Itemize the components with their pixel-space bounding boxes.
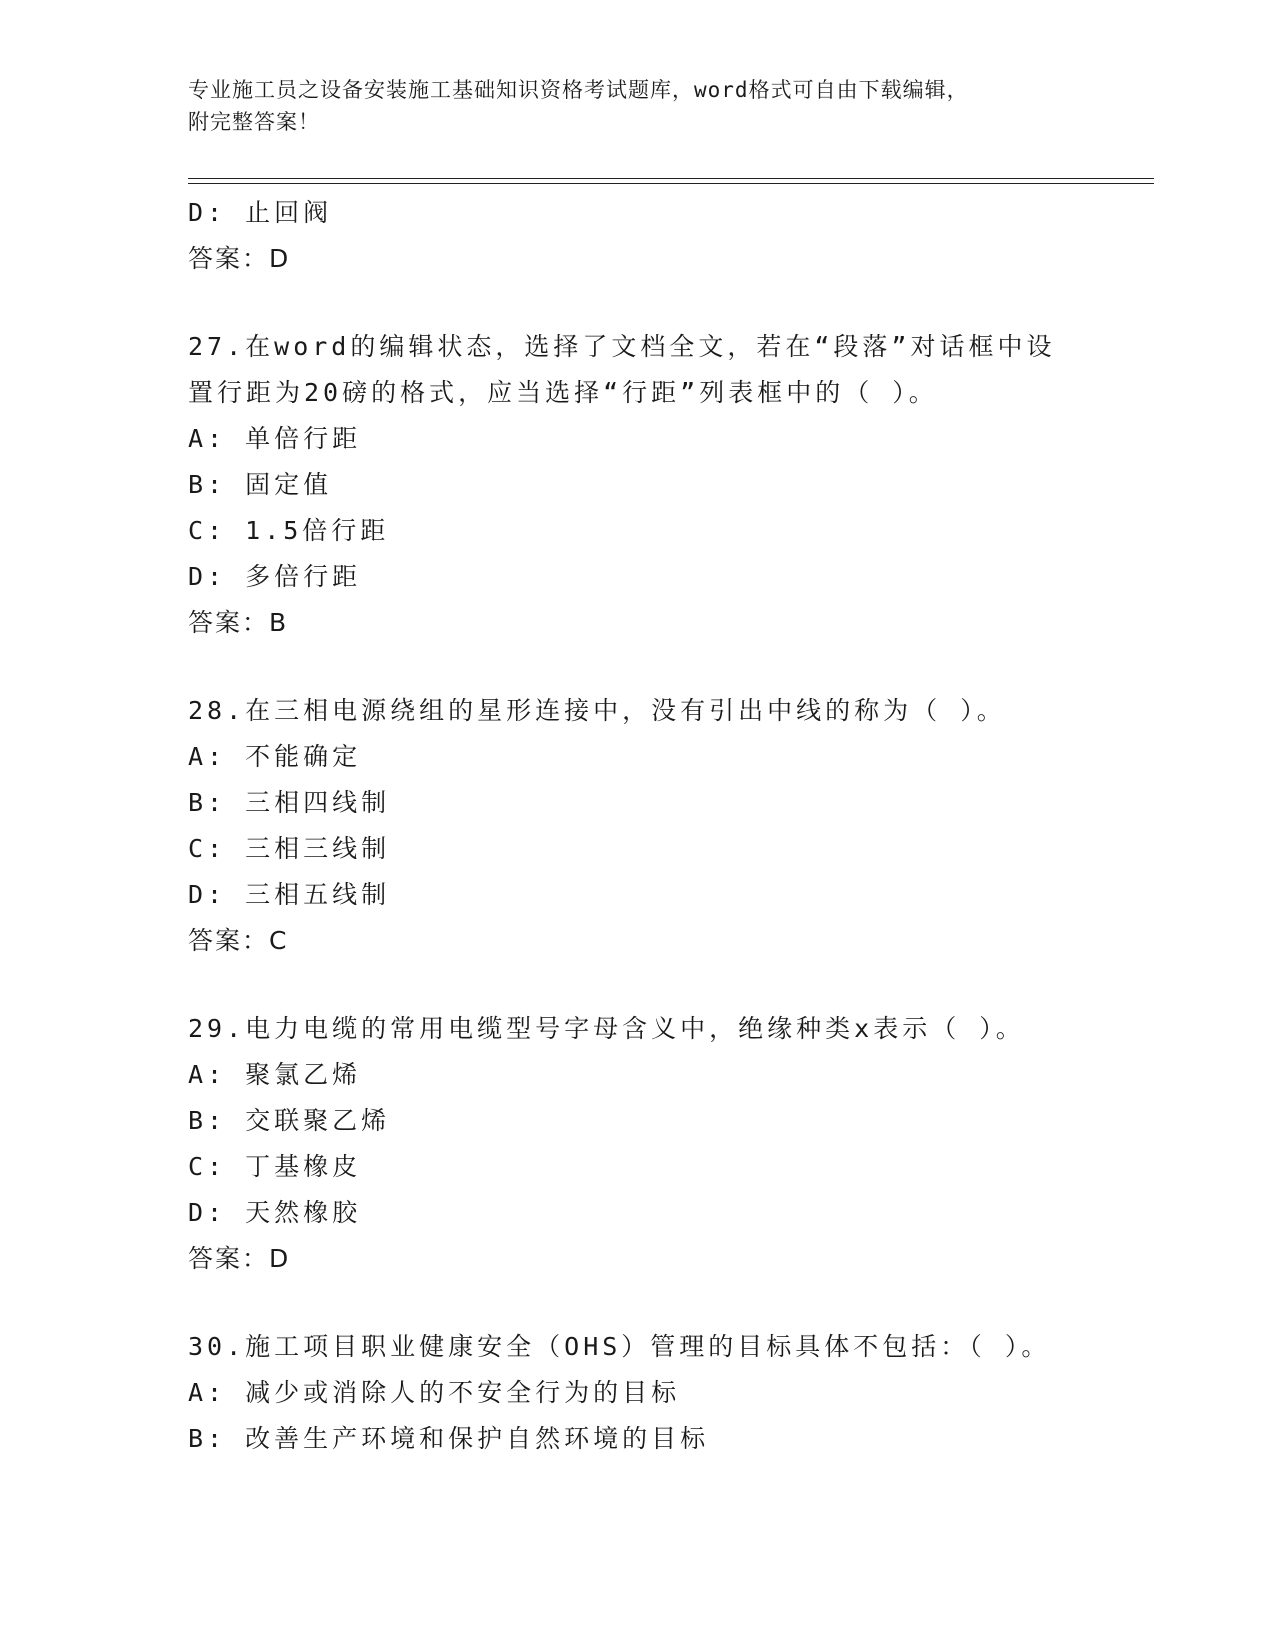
option-b: B: 固定值	[188, 470, 333, 499]
option-d: D: 天然橡胶	[188, 1198, 362, 1227]
prev-answer: 答案：D	[188, 244, 291, 273]
question-30	[188, 1324, 1118, 1462]
header-line-1: 专业施工员之设备安装施工基础知识资格考试题库，word格式可自由下载编辑，	[188, 78, 969, 102]
option-a: A: 单倍行距	[188, 424, 362, 453]
option-b: B: 交联聚乙烯	[188, 1106, 391, 1135]
question-28	[188, 688, 1118, 964]
option-b: B: 改善生产环境和保护自然环境的目标	[188, 1424, 710, 1453]
header-divider-bottom	[188, 183, 1154, 184]
answer: 答案：D	[188, 1244, 291, 1273]
header-line-2: 附完整答案！	[188, 110, 320, 134]
question-text: 28.在三相电源绕组的星形连接中，没有引出中线的称为（ ）。	[188, 696, 1006, 725]
question-29	[188, 1006, 1118, 1282]
answer: 答案：B	[188, 608, 289, 637]
question-text: 27.在word的编辑状态，选择了文档全文，若在“段落”对话框中设	[188, 332, 1056, 361]
option-c: C: 三相三线制	[188, 834, 391, 863]
prev-option-d: D: 止回阀	[188, 198, 333, 227]
document-header	[188, 74, 1088, 138]
question-27	[188, 324, 1118, 646]
question-text: 30.施工项目职业健康安全（OHS）管理的目标具体不包括：（ ）。	[188, 1332, 1051, 1361]
option-c: C: 丁基橡皮	[188, 1152, 362, 1181]
option-b: B: 三相四线制	[188, 788, 391, 817]
answer: 答案：C	[188, 926, 289, 955]
option-c: C: 1.5倍行距	[188, 516, 390, 545]
option-a: A: 不能确定	[188, 742, 362, 771]
option-d: D: 多倍行距	[188, 562, 362, 591]
option-d: D: 三相五线制	[188, 880, 391, 909]
question-list	[188, 190, 1118, 1462]
option-a: A: 聚氯乙烯	[188, 1060, 362, 1089]
option-a: A: 减少或消除人的不安全行为的目标	[188, 1378, 681, 1407]
question-text: 29.电力电缆的常用电缆型号字母含义中，绝缘种类x表示（ ）。	[188, 1014, 1025, 1043]
header-divider-top	[188, 178, 1154, 179]
question-text-cont: 置行距为20磅的格式，应当选择“行距”列表框中的（ ）。	[188, 378, 938, 407]
